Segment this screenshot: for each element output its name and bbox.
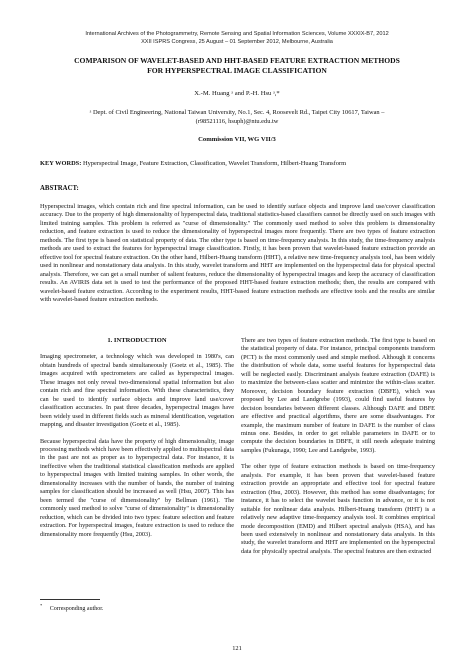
keywords-label: KEY WORDS: [40, 160, 82, 167]
section-heading-introduction: 1. INTRODUCTION [107, 337, 167, 344]
commission: Commission VII, WG VII/3 [198, 136, 276, 143]
page-number: 121 [232, 645, 242, 652]
footnote-mark: * [40, 603, 43, 608]
abstract-heading: ABSTRACT: [40, 185, 79, 192]
title-line-2: FOR HYPERSPECTRAL IMAGE CLASSIFICATION [147, 66, 327, 75]
footnote [40, 603, 103, 612]
paper-title [40, 56, 434, 76]
affiliation [40, 108, 434, 126]
right-column [241, 337, 435, 564]
intro-paragraph-1: Imaging spectrometer, a technology which was developed in 1980's, can obtain hundreds of spectral bands simultaneously (Goetz et al., 1985). The images acquired with spectrometers are called as hyperspectral images. These images not only reveal two-dimensional spatial information but also contain rich and fine spectral information. With these characteristics, they can be used to identify surface objects and improve land use/cover classification accuracies. In past three decades, hyperspectral images have been widely used in different fields such as mineral identification, vegetation mapping, and disaster investigation (Goetz et al., 1985). [40, 353, 234, 429]
affiliation-email: (r98521116, hsuph)@ntu.edu.tw [195, 118, 279, 125]
authors: X.-M. Huang ᵃ and P.-H. Hsu ᵃ,* [194, 90, 280, 97]
intro-paragraph-2: Because hyperspectral data have the property of high dimensionality, image processing methods which have been effectively applied to multispectral data in the past are not as proper as to hyperspectral data. For instance, it is ineffective when the traditional statistical classification methods are applied to hyperspectral images with limited training samples. In other words, the dimensionality increases with the number of bands, the number of training samples for classification should be increased as well (Hsu, 2007). This has been termed the "curse of dimensionality" by Bellman (1961). The commonly used method to solve "curse of dimensionality" is dimensionality reduction, which can be divided into two types: feature selection and feature extraction. For hyperspectral images, feature extraction is used to reduce the dimensionality more frequently (Hsu, 2003). [40, 437, 234, 538]
footnote-text: Corresponding author. [49, 606, 104, 612]
title-line-1: COMPARISON OF WAVELET-BASED AND HHT-BASED FEATURE EXTRACTION METHODS [74, 56, 400, 65]
keywords [40, 160, 440, 167]
left-column [40, 337, 234, 547]
running-header [40, 30, 434, 46]
header-line-1: International Archives of the Photogrammetry, Remote Sensing and Spatial Information Sciences, Volume XXXIX-B7, 2012 [85, 31, 389, 37]
keywords-text: Hyperspectral Image, Feature Extraction, Classification, Wavelet Transform, Hilbert-Huang Transform [81, 160, 347, 167]
intro-paragraph-3: There are two types of feature extraction methods. The first type is based on the statistical property of data. For instance, principal components transform (PCT) is the most commonly used and simple method. Although it concerns the distribution of whole data, some useful features for hyperspectral data will be neglected easily. Discriminant analysis feature extraction (DAFE) is to maximize the between-class scatter and minimize the within-class scatter. Moreover, decision boundary feature extraction (DBFE), which was proposed by Lee and Landgrebe (1993), could find useful features by decision boundaries between different classes. Although DAFE and DBFE are effective and practical algorithms, there are some disadvantages. For example, the maximum number of feature in DAFE is the number of class minus one. Besides, in order to get reliable parameters in DAFE or to compute the decision boundaries in DBFE, it still needs adequate training samples (Fukunaga, 1990; Lee and Landgrebe, 1993). [241, 337, 435, 454]
intro-paragraph-4: The other type of feature extraction methods is based on time-frequency analysis. For example, it has been proven that wavelet-based feature extraction provide an appropriate and effective tool for spectral feature extraction (Hsu, 2003). However, this method has some disadvantages; for instance, it has to select the wavelet basis function in advance, or it is not suitable for nonlinear data analysis. Hilbert-Huang transform (HHT) is a relatively new adaptive time-frequency analysis tool. It combines empirical mode decomposition (EMD) and Hilbert spectral analysis (HSA), and has been used extensively in nonlinear and nonstationary data analysis. In this study, the wavelet transform and HHT are implemented on the hyperspectral data for physically spectral analysis. The spectral features are then extracted [241, 463, 435, 555]
header-line-2: XXII ISPRS Congress, 25 August – 01 September 2012, Melbourne, Australia [141, 39, 333, 45]
abstract-text: Hyperspectral images, which contain rich and fine spectral information, can be used to identify surface objects and improve land use/cover classification accuracy. Due to the property of high dimensionality of hyperspectral data, traditional statistics-based classifiers cannot be directly used on such images with limited training samples. This problem is referred as "curse of dimensionality." The commonly used method to solve this problem is dimensionality reduction, and feature extraction is used to reduce the dimensionality of hyperspectral images more frequently. There are two types of feature extraction methods. The first type is based on statistical property of data. The other type is based on time-frequency analysis. In this study, the time-frequency analysis methods are used to extract the features for hyperspectral image classification. Firstly, it has been proven that wavelet-based feature extraction provide an effective tool for spectral feature extraction. On the other hand, Hilbert-Huang transform (HHT), a relative new time-frequency analysis tool, has been widely used in nonlinear and nonstationary data analysis. In this study, wavelet transform and HHT are implemented on the hyperspectral data for physical spectral analysis. Therefore, we can get a small number of salient features, reduce the dimensionality of hyperspectral images and keep the accuracy of classification results. An AVIRIS data set is used to test the performance of the proposed HHT-based feature extraction methods; then, the results are compared with wavelet-based feature extraction. According to the experiment results, HHT-based feature extraction methods are effective tools and the results are similar with wavelet-based feature extraction methods. [40, 203, 435, 303]
affiliation-line-1: ᵃ Dept. of Civil Engineering, National Taiwan University, No.1, Sec. 4, Roosevelt Rd., Taipei City 10617, Taiwan – [89, 109, 385, 116]
footnote-divider [40, 599, 100, 600]
